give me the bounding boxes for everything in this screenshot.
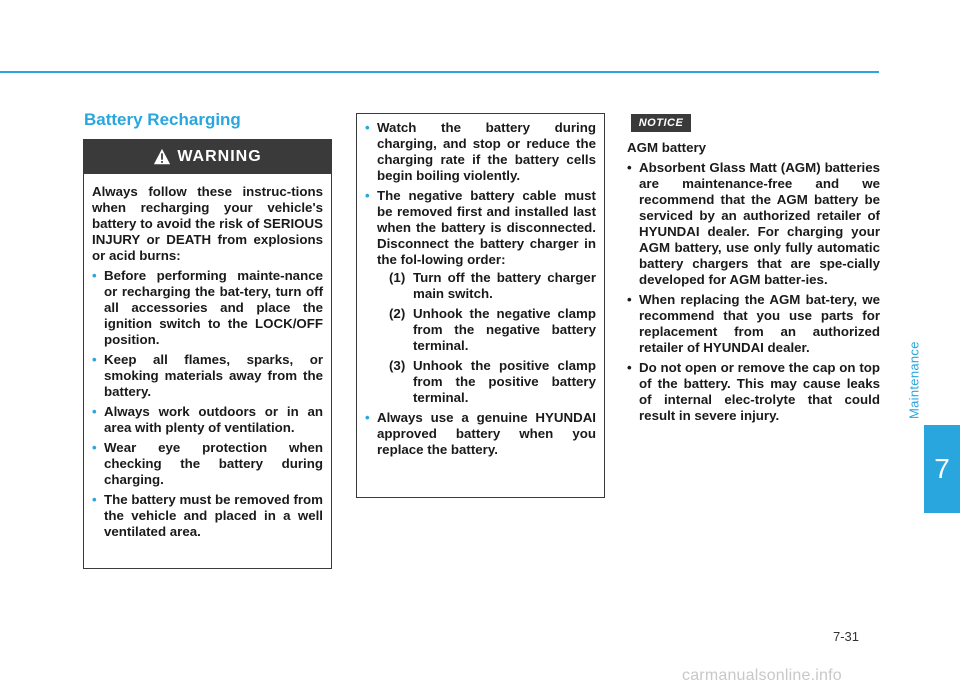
bullet-icon: • bbox=[365, 410, 370, 425]
notice-heading: AGM battery bbox=[627, 140, 707, 155]
page-number: 7-31 bbox=[833, 629, 860, 644]
list-item: • Before performing mainte-nance or recharging the bat-tery, turn off all accessories and place the ignition switch to the LOCK/OFF position. bbox=[92, 268, 323, 347]
list-item: • Always work outdoors or in an area with plenty of ventilation. bbox=[92, 404, 323, 435]
chapter-side-label: Maintenance bbox=[906, 341, 922, 419]
notice-badge: NOTICE bbox=[631, 114, 691, 132]
notice-bullet-list bbox=[627, 160, 880, 424]
disconnect-steps bbox=[377, 270, 596, 406]
continued-bullet-list bbox=[365, 120, 596, 458]
list-item: • Absorbent Glass Matt (AGM) batteries are maintenance-free and we recommend that the AGM battery be serviced by an authorized retailer of HYUNDAI dealer. For charging your AGM battery, use only fully automatic battery chargers that are spe-cially developed for AGM batter-ies. bbox=[627, 160, 880, 287]
step-item: (3) Unhook the positive clamp from the positive battery terminal. bbox=[389, 358, 596, 405]
list-item: • Watch the battery during charging, and stop or reduce the charging rate if the battery cells begin boiling violently. bbox=[365, 120, 596, 183]
bullet-icon: • bbox=[365, 120, 370, 135]
bullet-icon: • bbox=[92, 492, 97, 507]
warning-continued-box bbox=[356, 113, 605, 498]
warning-triangle-icon bbox=[153, 148, 171, 166]
bullet-icon: • bbox=[92, 268, 97, 283]
warning-body bbox=[84, 174, 331, 540]
bullet-icon: • bbox=[627, 360, 632, 375]
bullet-icon: • bbox=[365, 188, 370, 203]
warning-header-label: WARNING bbox=[177, 148, 262, 165]
header-rule bbox=[0, 71, 879, 73]
list-item: • Do not open or remove the cap on top of the battery. This may cause leaks of internal elec-trolyte that could result in severe injury. bbox=[627, 360, 880, 423]
list-item: • Keep all flames, sparks, or smoking materials away from the battery. bbox=[92, 352, 323, 399]
step-item: (2) Unhook the negative clamp from the negative battery terminal. bbox=[389, 306, 596, 353]
list-item: • Always use a genuine HYUNDAI approved battery when you replace the battery. bbox=[365, 410, 596, 457]
list-item: • Wear eye protection when checking the battery during charging. bbox=[92, 440, 323, 487]
bullet-icon: • bbox=[627, 292, 632, 307]
notice-section bbox=[627, 140, 880, 428]
warning-continued-body bbox=[357, 114, 604, 458]
warning-box bbox=[83, 139, 332, 569]
bullet-icon: • bbox=[92, 404, 97, 419]
list-item: • The battery must be removed from the vehicle and placed in a well ventilated area. bbox=[92, 492, 323, 539]
list-item: • The negative battery cable must be removed first and installed last when the battery is disconnected. Disconnect the battery charger in the fol-lowing order: (1) Turn off the battery charger main switch. (2) Unhook the negative clamp from the negative battery terminal. (3) Unhook the positive clamp from the positive battery terminal. bbox=[365, 188, 596, 405]
warning-intro: Always follow these instruc-tions when recharging your vehicle's battery to avoid the risk of SERIOUS INJURY or DEATH from explosions or acid burns: bbox=[92, 184, 323, 263]
chapter-tab[interactable]: 7 bbox=[924, 425, 960, 513]
warning-bullet-list bbox=[92, 268, 323, 540]
warning-header bbox=[84, 140, 331, 174]
bullet-icon: • bbox=[92, 352, 97, 367]
step-item: (1) Turn off the battery charger main switch. bbox=[389, 270, 596, 301]
bullet-icon: • bbox=[627, 160, 632, 175]
section-title: Battery Recharging bbox=[84, 110, 241, 129]
watermark[interactable]: carmanualsonline.info bbox=[682, 667, 842, 684]
bullet-icon: • bbox=[92, 440, 97, 455]
list-item: • When replacing the AGM bat-tery, we recommend that you use parts for replacement from an authorized retailer of HYUNDAI dealer. bbox=[627, 292, 880, 355]
